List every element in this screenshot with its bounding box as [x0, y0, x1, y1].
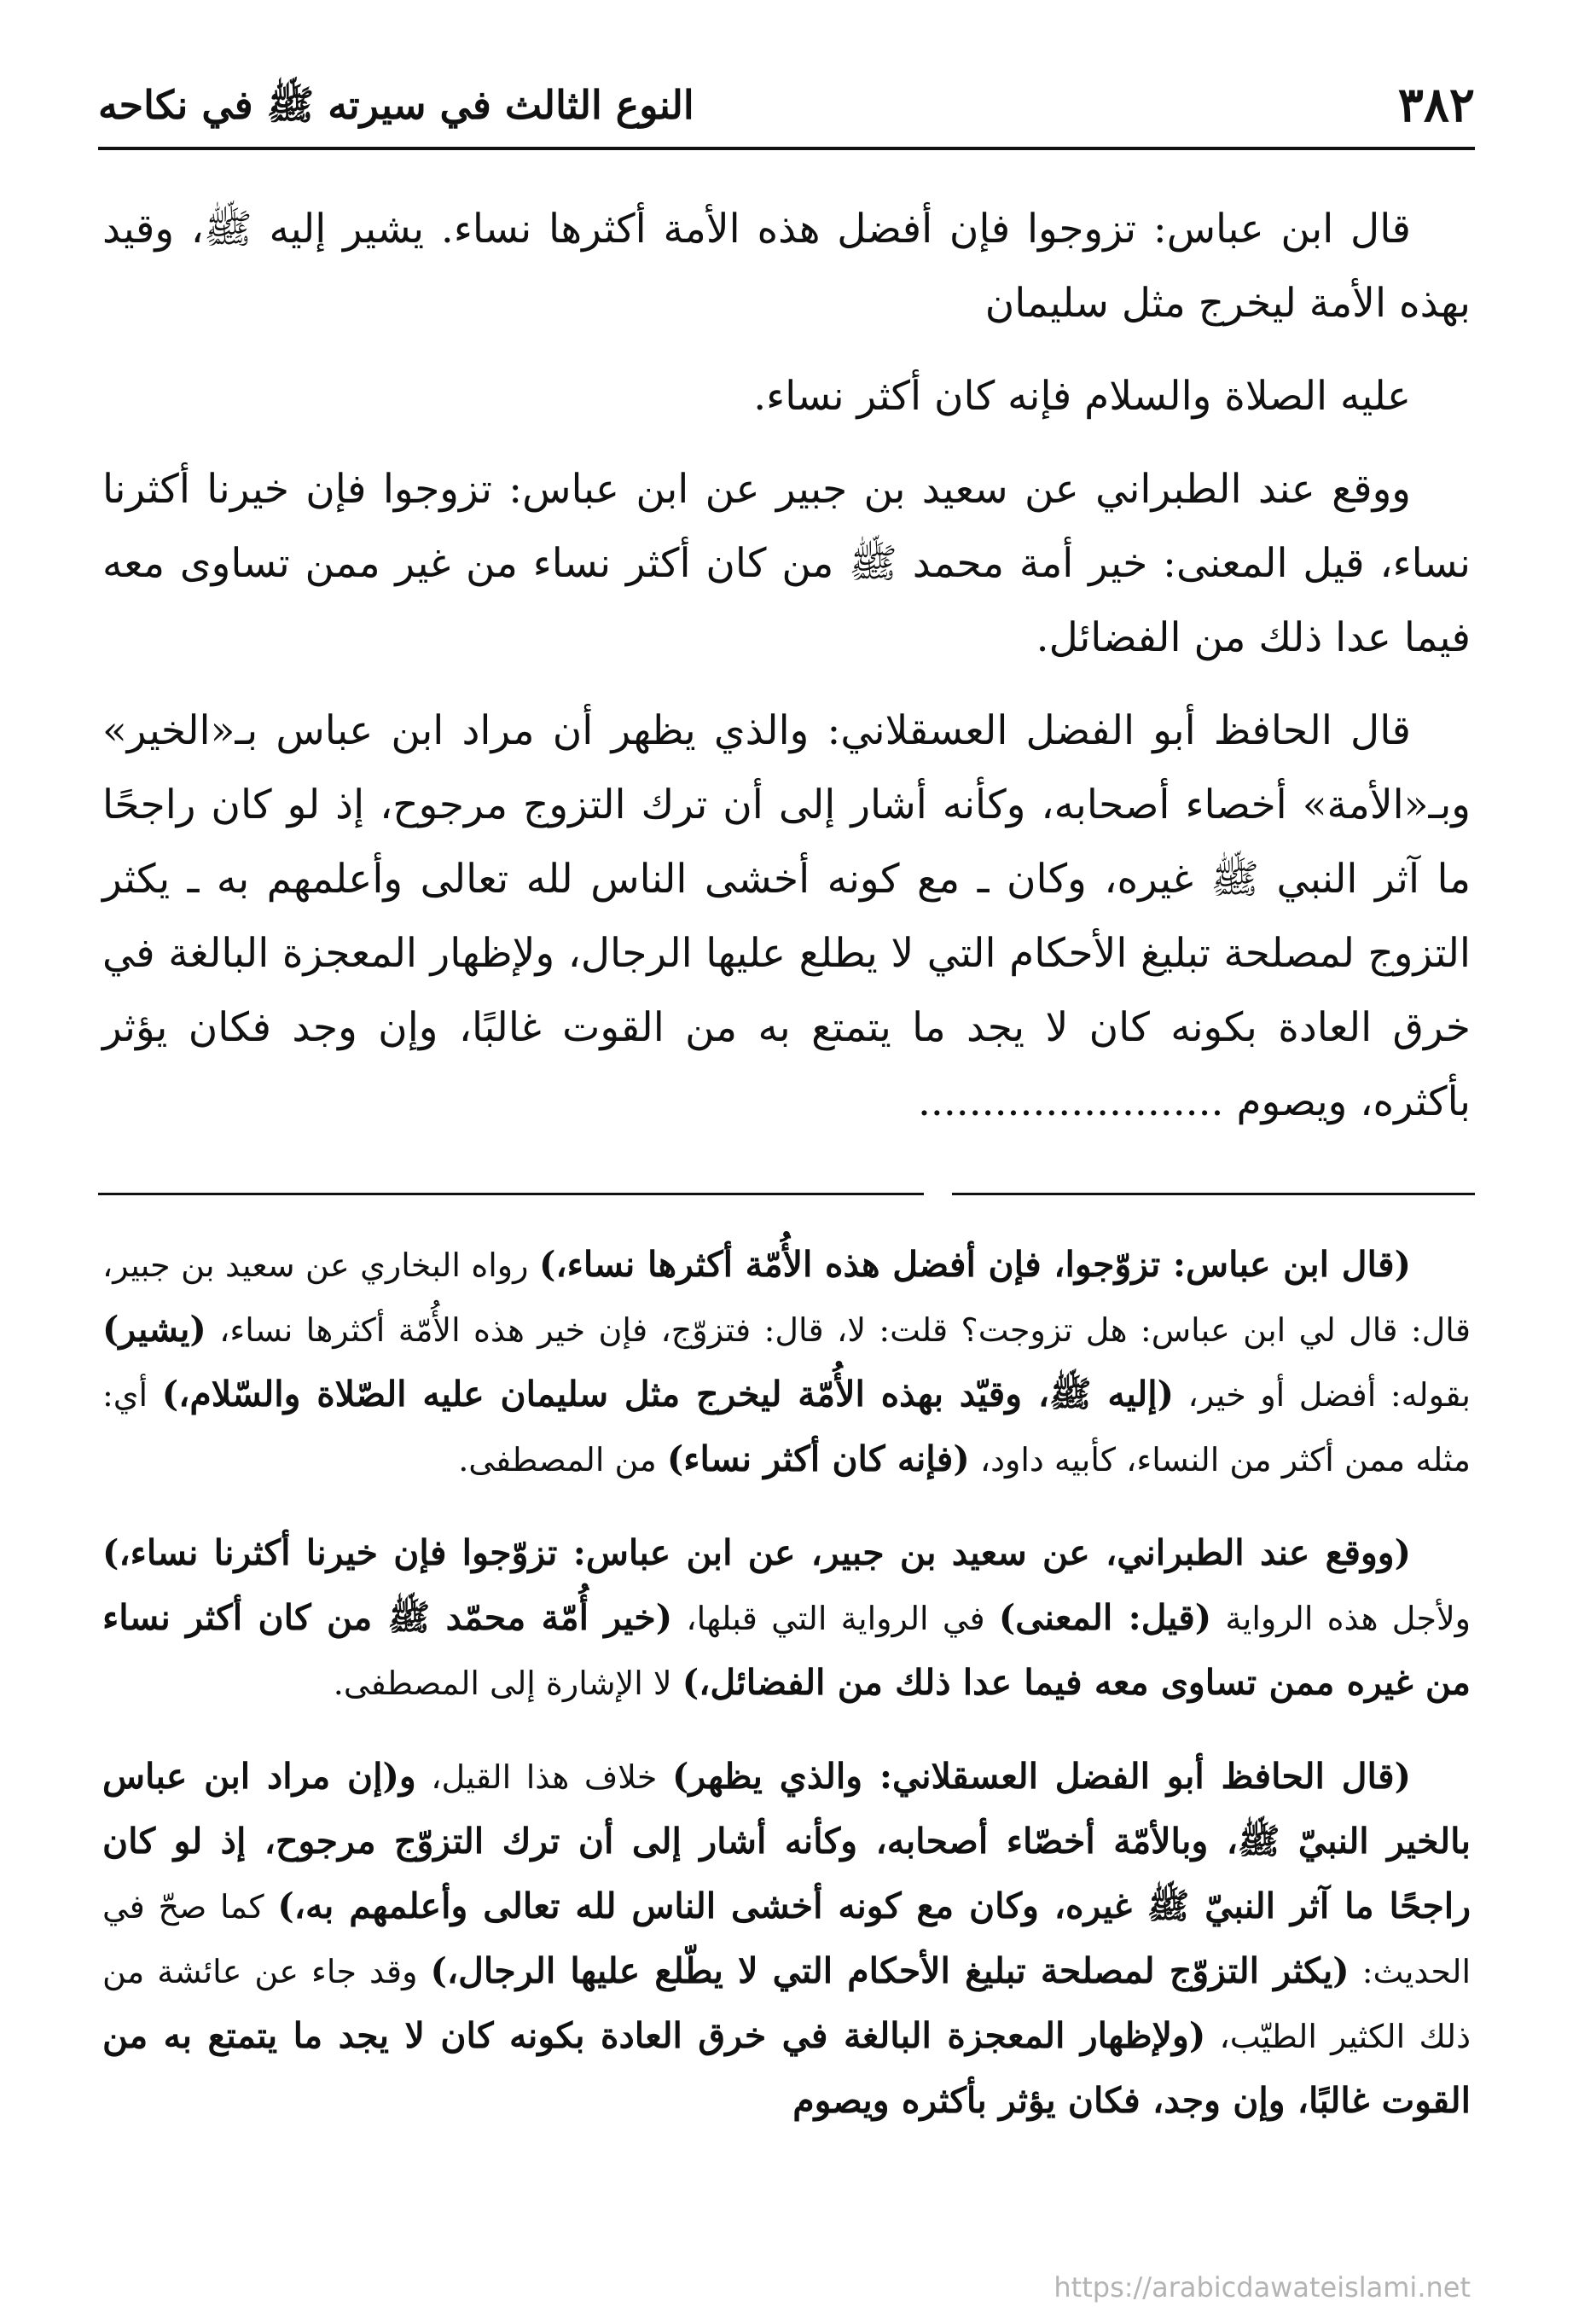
- separator-right-segment: [952, 1193, 1475, 1195]
- explanation-text: من المصطفى.: [458, 1441, 667, 1479]
- quoted-text: (فإنه كان أكثر نساء): [666, 1438, 970, 1479]
- explanation-text: كما صحّ في الحديث:: [102, 1888, 1471, 1990]
- quoted-text: (يكثر التزوّج لمصلحة تبليغ الأحكام التي لا يطّلع عليها الرجال،): [430, 1950, 1350, 1991]
- main-paragraph-1: [102, 192, 1471, 340]
- explanation-text: أي: مثله ممن أكثر من النساء، كأبيه داود،: [102, 1376, 1471, 1479]
- header-rule: [98, 147, 1475, 150]
- source-watermark: https://arabicdawateislami.net: [1054, 2271, 1471, 2304]
- explanation-text: لا الإشارة إلى المصطفى.: [333, 1665, 682, 1702]
- quoted-text: (يشير): [102, 1309, 206, 1350]
- commentary-paragraph-3: [102, 1745, 1471, 2134]
- quoted-text: (قال ابن عباس: تزوّجوا، فإن أفضل هذه الأُمّة أكثرها نساء،): [538, 1244, 1411, 1285]
- quoted-text: (قيل: المعنى): [998, 1597, 1212, 1638]
- commentary-paragraph-2: [102, 1521, 1471, 1716]
- quoted-text: و(إن مراد ابن عباس بالخير النبيّ ﷺ، وبالأمّة أخصّاء أصحابه، وكأنه أشار إلى أن ترك التزوّج مرجوح، إذ لو كان راجحًا ما آثر النبيّ ﷺ غيره، وكان مع كونه أخشى الناس لله تعالى وأعلمهم به،): [102, 1756, 1471, 1926]
- main-paragraph-1-text: قال ابن عباس: تزوجوا فإن أفضل هذه الأمة أكثرها نساء. يشير إليه ﷺ، وقيد بهذه الأمة ليخرج مثل سليمان: [102, 206, 1471, 327]
- main-paragraph-1-continued: [102, 359, 1471, 433]
- quoted-text: (قال الحافظ أبو الفضل العسقلاني: والذي يظهر): [672, 1756, 1411, 1797]
- quoted-text: (ووقع عند الطبراني، عن سعيد بن جبير، عن ابن عباس: تزوّجوا فإن خيرنا أكثرنا نساء،): [102, 1532, 1411, 1573]
- explanation-text: خلاف هذا القيل،: [415, 1758, 672, 1796]
- explanation-text: وقد جاء عن عائشة من ذلك الكثير الطيّب،: [102, 1953, 1471, 2055]
- quoted-text: (ولإظهار المعجزة البالغة في خرق العادة بكونه كان لا يجد ما يتمتع به من القوت غالبًا، وإن وجد، فكان يؤثر بأكثره ويصوم: [102, 2015, 1471, 2121]
- explanation-text: بقوله: أفضل أو خير،: [1173, 1376, 1471, 1414]
- quoted-text: (إليه ﷺ، وقيّد بهذه الأُمّة ليخرج مثل سليمان عليه الصّلاة والسّلام،): [161, 1374, 1174, 1415]
- main-paragraph-2: [102, 452, 1471, 675]
- main-paragraph-2-text: ووقع عند الطبراني عن سعيد بن جبير عن ابن عباس: تزوجوا فإن خيرنا أكثرنا نساء، قيل المعنى: خير أمة محمد ﷺ من كان أكثر نساء من غير ممن تساوى معه فيما عدا ذلك من الفضائل.: [102, 466, 1471, 661]
- page-number: ٣٨٢: [1397, 77, 1475, 133]
- main-text: [102, 192, 1471, 1158]
- explanation-text: ولأجل هذه الرواية: [1211, 1600, 1471, 1637]
- explanation-text: رواه البخاري عن سعيد بن جبير، قال: قال لي ابن عباس: هل تزوجت؟ قلت: لا، قال: فتزوّج، فإن خير هذه الأُمّة أكثرها نساء،: [102, 1246, 1471, 1349]
- explanation-text: في الرواية التي قبلها،: [672, 1600, 999, 1637]
- running-title: النوع الثالث في سيرته ﷺ في نكاحه: [98, 82, 694, 128]
- quoted-text: (خير أُمّة محمّد ﷺ من كان أكثر نساء من غيره ممن تساوى معه فيما عدا ذلك من الفضائل،): [102, 1597, 1471, 1703]
- page-header: [98, 75, 1475, 135]
- commentary-separator: [98, 1193, 1475, 1198]
- separator-left-segment: [98, 1193, 924, 1195]
- main-paragraph-3-text: قال الحافظ أبو الفضل العسقلاني: والذي يظهر أن مراد ابن عباس بـ«الخير» وبـ«الأمة» أخصاء أصحابه، وكأنه أشار إلى أن ترك التزوج مرجوح، إذ لو كان راجحًا ما آثر النبي ﷺ غيره، وكان ـ مع كونه أخشى الناس لله تعالى وأعلمهم به ـ يكثر التزوج لمصلحة تبليغ الأحكام التي لا يطلع عليها الرجال، ولإظهار المعجزة البالغة في خرق العادة بكونه كان لا يجد ما يتمتع به من القوت غالبًا، وإن وجد فكان يؤثر بأكثره، ويصوم: [102, 707, 1471, 1125]
- commentary-paragraph-1: [102, 1233, 1471, 1492]
- continuation-dots: ........................: [917, 1078, 1224, 1125]
- commentary-text: [102, 1233, 1471, 2163]
- main-paragraph-1b-text: عليه الصلاة والسلام فإنه كان أكثر نساء.: [753, 373, 1411, 420]
- main-paragraph-3: [102, 694, 1471, 1139]
